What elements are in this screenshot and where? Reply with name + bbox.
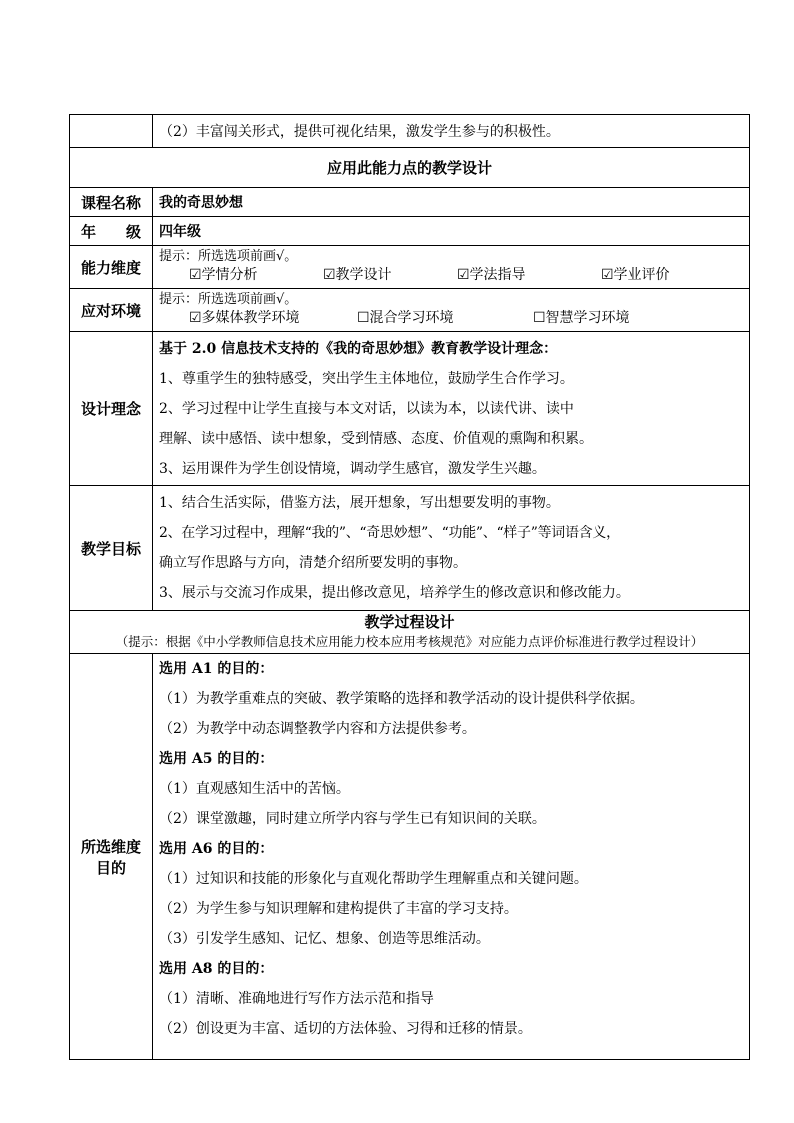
checkbox-teaching-design[interactable]: ☑教学设计 (323, 267, 392, 283)
concept-label: 设计理念 (70, 332, 153, 486)
goal-line: 2、在学习过程中，理解“我的”、“奇思妙想”、“功能”、“样子”等词语含义， (159, 525, 620, 541)
goals-cell (153, 486, 750, 611)
purpose-line: （1）清晰、准确地进行写作方法示范和指导 (159, 991, 434, 1007)
concept-line: 理解、读中感悟、读中想象，受到情感、态度、价值观的熏陶和积累。 (159, 430, 593, 447)
table-row (70, 654, 750, 1060)
ability-label: 能力维度 (70, 246, 153, 289)
purpose-cell (153, 654, 750, 1060)
concept-line: 2、学习过程中让学生直接与本文对话，以读为本，以读代讲、读中 (159, 400, 574, 417)
purpose-line: （1）过知识和技能的形象化与直观化帮助学生理解重点和关键问题。 (159, 871, 588, 887)
process-title: 教学过程设计 (364, 613, 455, 631)
table-row (70, 115, 750, 148)
purpose-line: （2）课堂激趣，同时建立所学内容与学生已有知识间的关联。 (159, 811, 546, 827)
goal-line: 1、结合生活实际，借鉴方法，展开想象，写出想要发明的事物。 (159, 495, 560, 511)
purpose-line: （1）直观感知生活中的苦恼。 (159, 781, 350, 797)
table-row (70, 611, 750, 654)
purpose-line: （2）为学生参与知识理解和建构提供了丰富的学习支持。 (159, 901, 518, 917)
concept-line: 3、运用课件为学生创设情境，调动学生感官，激发学生兴趣。 (159, 460, 546, 477)
table-row (70, 486, 750, 611)
purpose-line: （2）创设更为丰富、适切的方法体验、习得和迁移的情景。 (159, 1021, 532, 1037)
purpose-line: （3）引发学生感知、记忆、想象、创造等思维活动。 (159, 931, 490, 947)
environment-hint: 提示：所选选项前画√。 (159, 292, 298, 307)
environment-label: 应对环境 (70, 289, 153, 332)
course-value: 我的奇思妙想 (153, 188, 750, 217)
process-hint: （提示：根据《中小学教师信息技术应用能力校本应用考核规范》对应能力点评价标准进行教学过程设计） (115, 634, 704, 649)
goal-line: 3、展示与交流习作成果，提出修改意见，培养学生的修改意识和修改能力。 (159, 585, 630, 601)
table-row (70, 148, 750, 188)
checkbox-multimedia[interactable]: ☑多媒体教学环境 (189, 310, 300, 326)
ability-cell (153, 246, 750, 289)
purpose-label (70, 654, 153, 1060)
purpose-label-line: 所选维度 (80, 837, 141, 856)
concept-cell (153, 332, 750, 486)
section-title: 应用此能力点的教学设计 (70, 148, 750, 188)
purpose-heading: 选用 A5 的目的： (159, 751, 274, 767)
purpose-heading: 选用 A1 的目的： (159, 661, 274, 677)
checkbox-learning-analysis[interactable]: ☑学情分析 (189, 267, 258, 283)
grade-value: 四年级 (153, 217, 750, 246)
checkbox-learning-method[interactable]: ☑学法指导 (457, 267, 526, 283)
table-row (70, 246, 750, 289)
environment-options (159, 308, 749, 329)
ability-hint: 提示：所选选项前画√。 (159, 249, 298, 264)
lesson-design-table (69, 114, 750, 1060)
concept-line: 基于 2.0 信息技术支持的《我的奇思妙想》教育教学设计理念： (159, 340, 558, 357)
checkbox-mixed[interactable]: ☐混合学习环境 (357, 310, 454, 326)
concept-line: 1、尊重学生的独特感受，突出学生主体地位，鼓励学生合作学习。 (159, 370, 574, 387)
table-row (70, 217, 750, 246)
course-label: 课程名称 (70, 188, 153, 217)
empty-label-cell (70, 115, 153, 148)
ability-options (159, 265, 749, 286)
purpose-label-line: 目的 (95, 858, 126, 877)
purpose-heading: 选用 A6 的目的： (159, 841, 274, 857)
process-cell (70, 611, 750, 654)
purpose-line: （2）为教学中动态调整教学内容和方法提供参考。 (159, 721, 476, 737)
table-row (70, 188, 750, 217)
checkbox-academic-evaluation[interactable]: ☑学业评价 (601, 267, 670, 283)
purpose-line: （1）为教学重难点的突破、教学策略的选择和教学活动的设计提供科学依据。 (159, 691, 644, 707)
checkbox-smart[interactable]: ☐智慧学习环境 (533, 310, 630, 326)
environment-cell (153, 289, 750, 332)
goals-label: 教学目标 (70, 486, 153, 611)
table-row (70, 332, 750, 486)
table-row (70, 289, 750, 332)
goal-line: 确立写作思路与方向，清楚介绍所要发明的事物。 (159, 555, 467, 571)
grade-label: 年 级 (70, 217, 153, 246)
top-row-text: （2）丰富闯关形式，提供可视化结果，激发学生参与的积极性。 (153, 115, 750, 148)
purpose-heading: 选用 A8 的目的： (159, 961, 274, 977)
